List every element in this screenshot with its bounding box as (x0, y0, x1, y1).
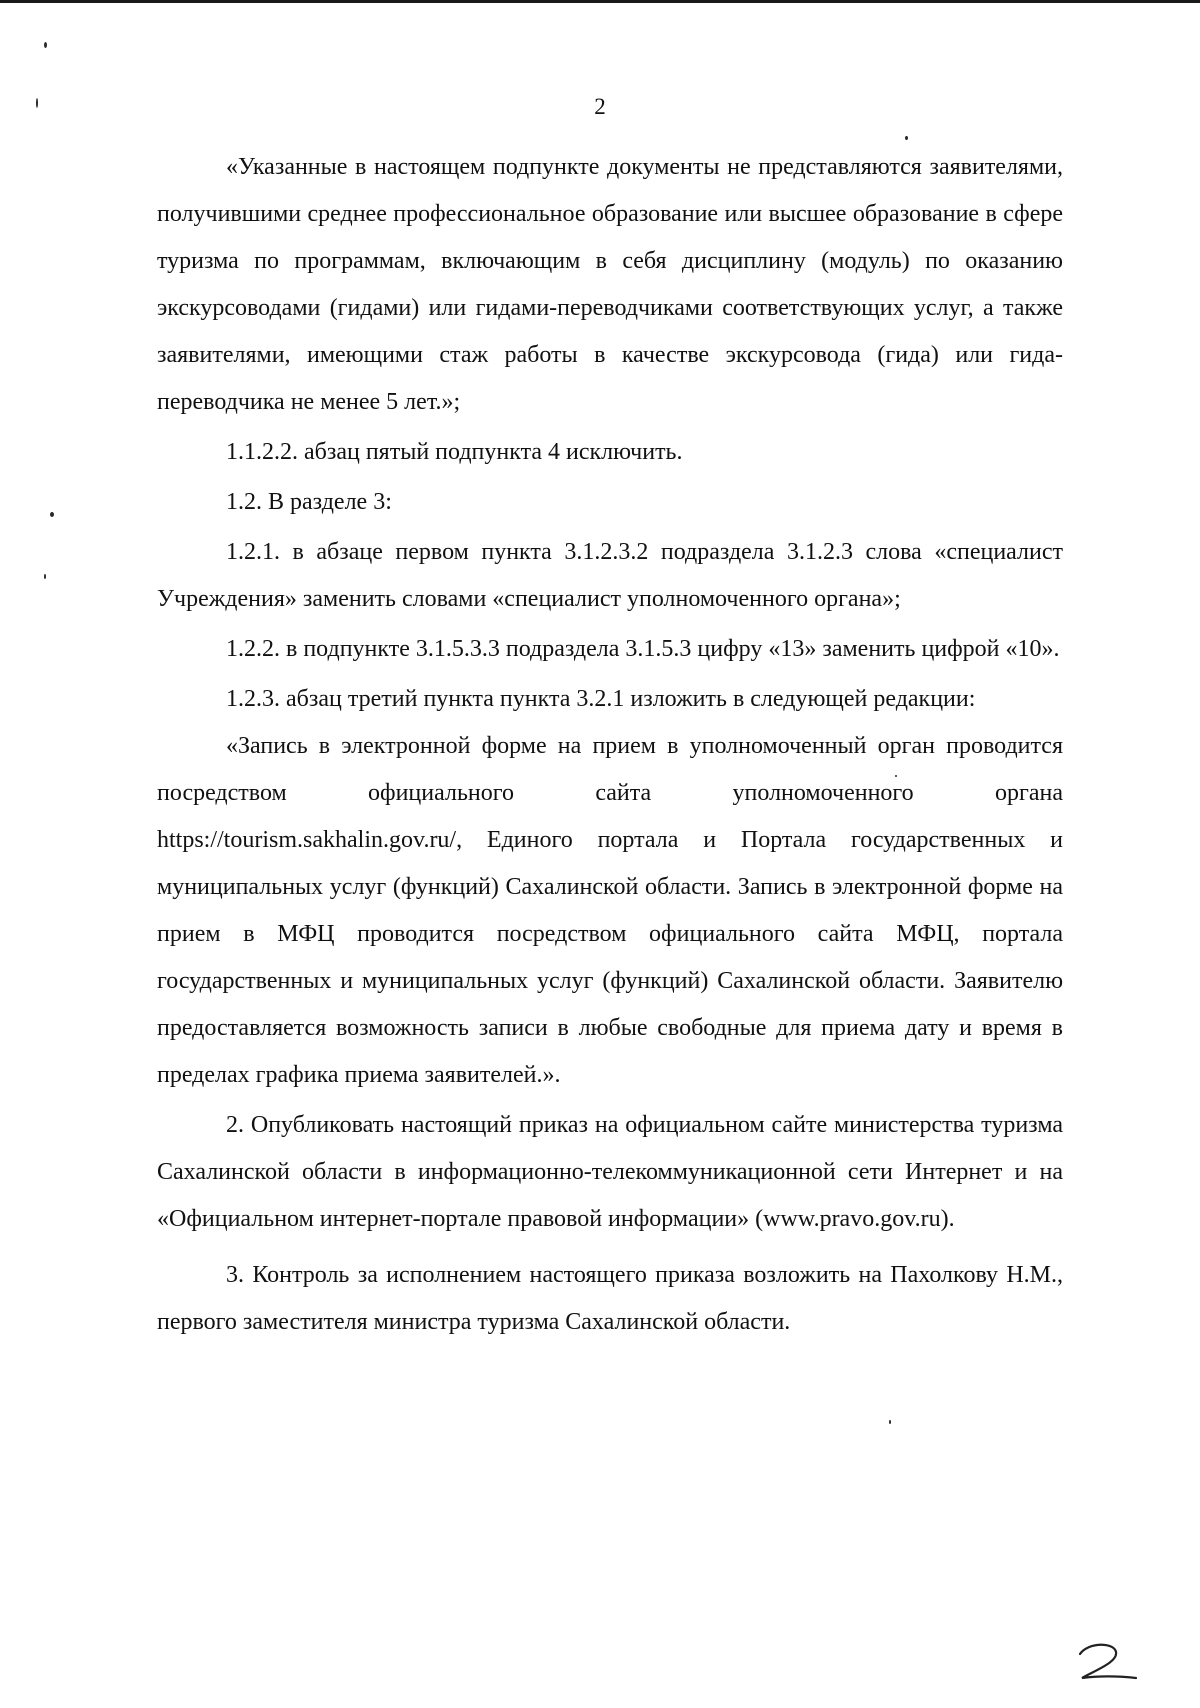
paragraph-2-publish: 2. Опубликовать настоящий приказ на официальном сайте министерства туризма Сахалинской области в информационно-телекоммуникационной сети Интернет и на «Официальном интернет-портале правовой информации» (www.pravo.gov.ru). (157, 1112, 1063, 1232)
paragraph-3-control: 3. Контроль за исполнением настоящего приказа возложить на Пахолкову Н.М., первого заместителя министра туризма Сахалинской области. (157, 1262, 1063, 1335)
scan-speck (905, 136, 908, 140)
scan-speck (44, 42, 47, 48)
paragraph-1-2-1: 1.2.1. в абзаце первом пункта 3.1.2.3.2 подраздела 3.1.2.3 слова «специалист Учреждения» заменить словами «специалист уполномоченного органа»; (157, 539, 1063, 612)
scan-speck (895, 775, 897, 777)
top-rule (0, 0, 1200, 3)
paragraph-1-2: 1.2. В разделе 3: (226, 489, 392, 515)
document-body (157, 144, 1063, 1346)
handwritten-page-mark (1070, 1640, 1140, 1684)
scan-speck (36, 98, 38, 108)
scan-speck (44, 574, 46, 579)
scan-speck (889, 1420, 891, 1424)
paragraph-note-documents: «Указанные в настоящем подпункте документы не представляются заявителями, получившими среднее профессиональное образование или высшее образование в сфере туризма по программам, включающим в себя дисциплину (модуль) по оказанию экскурсоводами (гидами) или гидами-переводчиками соответствующих услуг, а также заявителями, имеющими стаж работы в качестве экскурсовода (гида) или гида-переводчика не менее 5 лет.»; (157, 154, 1063, 415)
paragraph-1-2-2: 1.2.2. в подпункте 3.1.5.3.3 подраздела 3.1.5.3 цифру «13» заменить цифрой «10». (226, 636, 1060, 662)
paragraph-quoted-edition: «Запись в электронной форме на прием в уполномоченный орган проводится посредством официального сайта уполномоченного органа https://tourism.sakhalin.gov.ru/, Единого портала и Портала государственных и муниципальных услуг (функций) Сахалинской области. Запись в электронной форме на прием в МФЦ проводится посредством официального сайта МФЦ, портала государственных и муниципальных услуг (функций) Сахалинской области. Заявителю предоставляется возможность записи в любые свободные для приема дату и время в пределах графика приема заявителей.». (157, 733, 1063, 1088)
paragraph-1-2-3: 1.2.3. абзац третий пункта пункта 3.2.1 изложить в следующей редакции: (226, 686, 976, 712)
scan-speck (50, 512, 54, 517)
paragraph-1-1-2-2: 1.1.2.2. абзац пятый подпункта 4 исключить. (226, 439, 683, 465)
page-number: 2 (594, 94, 606, 119)
